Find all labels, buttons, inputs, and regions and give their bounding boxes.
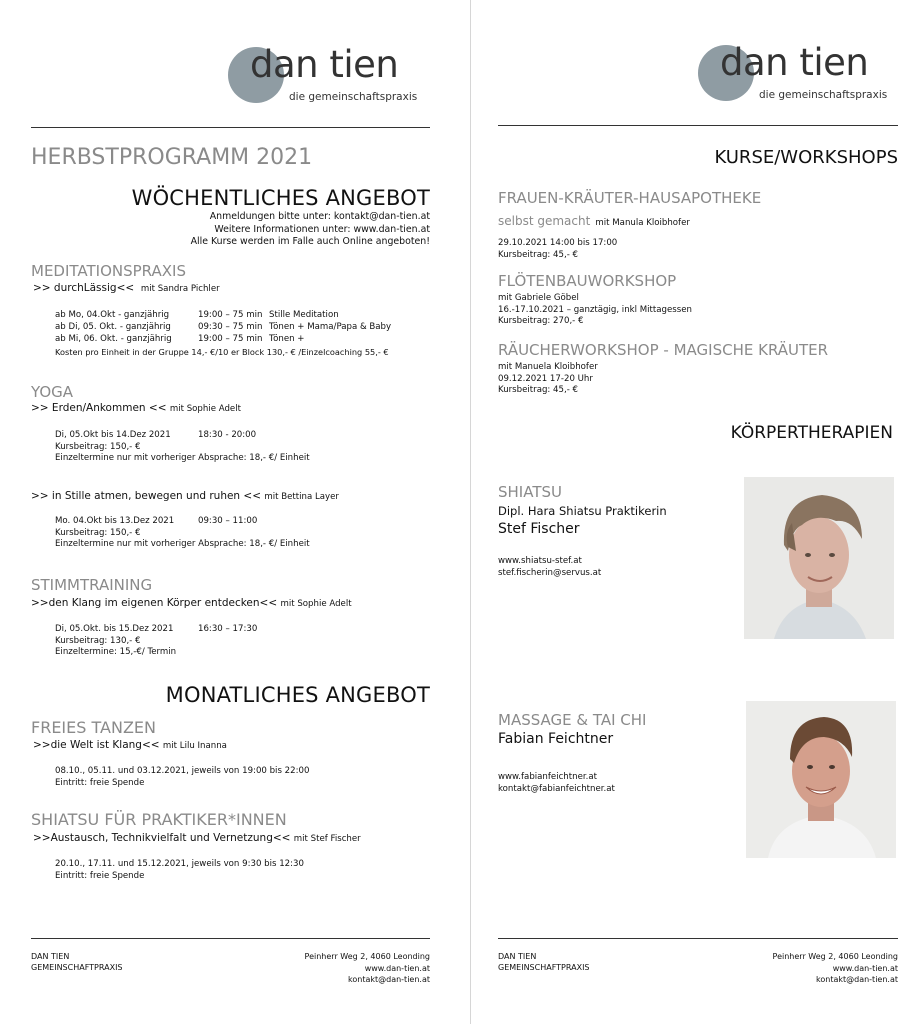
stimmtraining-instructor: mit Sophie Adelt xyxy=(280,599,352,609)
shiatsu-practitioners-instructor: mit Stef Fischer xyxy=(293,834,361,844)
meditation-row-time: 19:00 – 75 min xyxy=(198,334,263,344)
stimmtraining-date: Di, 05.Okt. bis 15.Dez 2021 xyxy=(55,624,174,634)
tanzen-details xyxy=(55,766,309,789)
herbal-workshop-details xyxy=(498,238,617,261)
footer-practice-name xyxy=(498,951,590,973)
meditation-intro xyxy=(33,282,220,296)
stimmtraining-heading: STIMMTRAINING xyxy=(31,576,153,594)
yoga-course2-intro xyxy=(31,490,339,504)
footer-rule xyxy=(31,938,430,939)
flute-workshop-heading: FLÖTENBAUWORKSHOP xyxy=(498,272,677,290)
fabian-feichtner-photo xyxy=(746,701,896,858)
logo-subtitle: die gemeinschaftspraxis xyxy=(759,89,888,101)
shiatsu-website: www.shiatsu-stef.at xyxy=(498,556,582,566)
herbal-workshop-date: 29.10.2021 14:00 bis 17:00 xyxy=(498,238,618,248)
shiatsu-contact xyxy=(498,556,601,579)
right-page xyxy=(471,0,922,1024)
tanzen-entry: Eintritt: freie Spende xyxy=(55,777,145,788)
massage-name: Fabian Feichtner xyxy=(498,731,614,747)
logo-subtitle: die gemeinschaftspraxis xyxy=(289,91,418,103)
herbal-workshop-sub: selbst gemacht xyxy=(498,214,591,228)
stimmtraining-extra: Einzeltermine: 15,-€/ Termin xyxy=(55,647,177,658)
program-title: HERBSTPROGRAMM 2021 xyxy=(31,145,313,170)
yoga-course2-fee: Kursbeitrag: 150,- € xyxy=(55,527,141,538)
meditation-row-what: Stille Meditation xyxy=(269,310,339,320)
footer-name-line2: GEMEINSCHAFTPRAXIS xyxy=(31,963,123,972)
shiatsu-practitioners-entry: Eintritt: freie Spende xyxy=(55,870,145,881)
shiatsu-practitioners-title: >>Austausch, Technikvielfalt und Vernetzung<< xyxy=(33,832,291,844)
header-rule xyxy=(31,127,430,128)
footer-rule xyxy=(498,938,898,939)
tanzen-dates: 08.10., 05.11. und 03.12.2021, jeweils von 19:00 bis 22:00 xyxy=(55,766,310,776)
stimmtraining-title: >>den Klang im eigenen Körper entdecken<< xyxy=(31,597,278,609)
dan-tien-logo xyxy=(228,43,428,111)
meditation-cost: Kosten pro Einheit in der Gruppe 14,- €/10 er Block 130,- € /Einzelcoaching 55,- € xyxy=(55,347,389,357)
footer-address: Peinherr Weg 2, 4060 Leonding xyxy=(772,952,898,961)
massage-contact xyxy=(498,772,615,795)
yoga-course1-time: 18:30 - 20:00 xyxy=(198,430,257,440)
herbal-workshop-heading: FRAUEN-KRÄUTER-HAUSAPOTHEKE xyxy=(498,189,762,207)
footer-contact xyxy=(773,951,898,986)
footer-practice-name xyxy=(31,951,123,973)
incense-workshop-fee: Kursbeitrag: 45,- € xyxy=(498,385,579,396)
footer-contact xyxy=(305,951,430,986)
shiatsu-practitioners-heading: SHIATSU FÜR PRAKTIKER*INNEN xyxy=(31,810,287,829)
stimmtraining-time: 16:30 – 17:30 xyxy=(198,624,258,634)
yoga-course1-extra: Einzeltermine nur mit vorheriger Absprache: 18,- €/ Einheit xyxy=(55,453,310,464)
yoga-course1-title: >> Erden/Ankommen << xyxy=(31,402,167,414)
yoga-course2-date: Mo. 04.Okt bis 13.Dez 2021 xyxy=(55,516,175,526)
massage-heading: MASSAGE & TAI CHI xyxy=(498,711,647,729)
meditation-heading: MEDITATIONSPRAXIS xyxy=(31,262,186,280)
meditation-row-time: 09:30 – 75 min xyxy=(198,322,263,332)
meditation-intro-title: >> durchLässig<< xyxy=(33,282,135,294)
info-line-signup: Anmeldungen bitte unter: kontakt@dan-tien.at xyxy=(209,211,430,222)
footer-name-line1: DAN TIEN xyxy=(498,952,537,961)
stimmtraining-fee: Kursbeitrag: 130,- € xyxy=(55,635,141,646)
footer-website: www.dan-tien.at xyxy=(364,963,430,973)
meditation-row xyxy=(55,322,391,334)
herbal-workshop-subline xyxy=(498,210,690,230)
yoga-course2-details xyxy=(55,516,310,551)
tanzen-title: >>die Welt ist Klang<< xyxy=(33,739,160,751)
shiatsu-role: Dipl. Hara Shiatsu Praktikerin xyxy=(498,504,667,518)
meditation-row-date: ab Mo, 04.Okt - ganzjährig xyxy=(55,310,170,320)
meditation-row xyxy=(55,310,339,322)
incense-workshop-details xyxy=(498,362,598,397)
meditation-instructor: mit Sandra Pichler xyxy=(140,284,220,294)
herbal-workshop-instructor: mit Manula Kloibhofer xyxy=(595,218,690,228)
meditation-row-what: Tönen + xyxy=(269,334,305,344)
tanzen-intro xyxy=(33,739,227,753)
courses-heading: KURSE/WORKSHOPS xyxy=(714,147,898,168)
footer-website: www.dan-tien.at xyxy=(832,963,898,973)
yoga-course1-intro xyxy=(31,402,241,416)
flute-workshop-instructor: mit Gabriele Göbel xyxy=(498,293,579,303)
yoga-course1-date: Di, 05.Okt bis 14.Dez 2021 xyxy=(55,430,171,440)
meditation-row-what: Tönen + Mama/Papa & Baby xyxy=(269,322,392,332)
incense-workshop-date: 09.12.2021 17-20 Uhr xyxy=(498,373,593,384)
stimmtraining-details xyxy=(55,624,257,659)
stimmtraining-intro xyxy=(31,597,352,611)
footer-name-line2: GEMEINSCHAFTPRAXIS xyxy=(498,963,590,972)
flute-workshop-fee: Kursbeitrag: 270,- € xyxy=(498,316,584,327)
shiatsu-heading: SHIATSU xyxy=(498,483,562,501)
shiatsu-practitioners-dates: 20.10., 17.11. und 15.12.2021, jeweils von 9:30 bis 12:30 xyxy=(55,859,304,869)
dan-tien-logo xyxy=(698,41,898,109)
yoga-course1-details xyxy=(55,430,310,465)
shiatsu-practitioners-intro xyxy=(33,832,361,846)
footer-name-line1: DAN TIEN xyxy=(31,952,70,961)
stef-fischer-photo xyxy=(744,477,894,639)
meditation-row-date: ab Mi, 06. Okt. - ganzjährig xyxy=(55,334,172,344)
incense-workshop-instructor: mit Manuela Kloibhofer xyxy=(498,362,598,372)
tanzen-instructor: mit Lilu Inanna xyxy=(162,741,227,751)
meditation-row xyxy=(55,334,305,346)
logo-brand: dan tien xyxy=(250,43,399,86)
yoga-course2-time: 09:30 – 11:00 xyxy=(198,516,258,526)
yoga-course1-instructor: mit Sophie Adelt xyxy=(169,404,241,414)
info-line-online: Alle Kurse werden im Falle auch Online angeboten! xyxy=(190,236,430,248)
meditation-row-date: ab Di, 05. Okt. - ganzjährig xyxy=(55,322,171,332)
flute-workshop-date: 16.-17.10.2021 – ganztägig, inkl Mittagessen xyxy=(498,304,692,315)
meditation-row-time: 19:00 – 75 min xyxy=(198,310,263,320)
footer-email: kontakt@dan-tien.at xyxy=(816,975,898,984)
body-therapies-heading: KÖRPERTHERAPIEN xyxy=(730,423,893,443)
info-block xyxy=(191,211,430,249)
monthly-heading: MONATLICHES ANGEBOT xyxy=(165,683,430,707)
weekly-heading: WÖCHENTLICHES ANGEBOT xyxy=(131,186,430,210)
herbal-workshop-fee: Kursbeitrag: 45,- € xyxy=(498,249,579,260)
tanzen-heading: FREIES TANZEN xyxy=(31,718,156,737)
incense-workshop-heading: RÄUCHERWORKSHOP - MAGISCHE KRÄUTER xyxy=(498,341,829,359)
footer-email: kontakt@dan-tien.at xyxy=(348,975,430,984)
yoga-course2-extra: Einzeltermine nur mit vorheriger Absprache: 18,- €/ Einheit xyxy=(55,539,310,550)
header-rule xyxy=(498,125,898,126)
shiatsu-practitioners-details xyxy=(55,859,304,882)
shiatsu-email: stef.fischerin@servus.at xyxy=(498,567,602,578)
massage-email: kontakt@fabianfeichtner.at xyxy=(498,783,615,794)
logo-brand: dan tien xyxy=(720,41,869,84)
yoga-course2-title: >> in Stille atmen, bewegen und ruhen << xyxy=(31,490,262,502)
shiatsu-name: Stef Fischer xyxy=(498,521,580,537)
massage-website: www.fabianfeichtner.at xyxy=(498,772,597,782)
footer-address: Peinherr Weg 2, 4060 Leonding xyxy=(304,952,430,961)
info-line-website: Weitere Informationen unter: www.dan-tien.at xyxy=(214,223,430,235)
yoga-heading: YOGA xyxy=(31,383,74,401)
yoga-course1-fee: Kursbeitrag: 150,- € xyxy=(55,441,141,452)
yoga-course2-instructor: mit Bettina Layer xyxy=(264,492,339,502)
flute-workshop-details xyxy=(498,293,692,328)
